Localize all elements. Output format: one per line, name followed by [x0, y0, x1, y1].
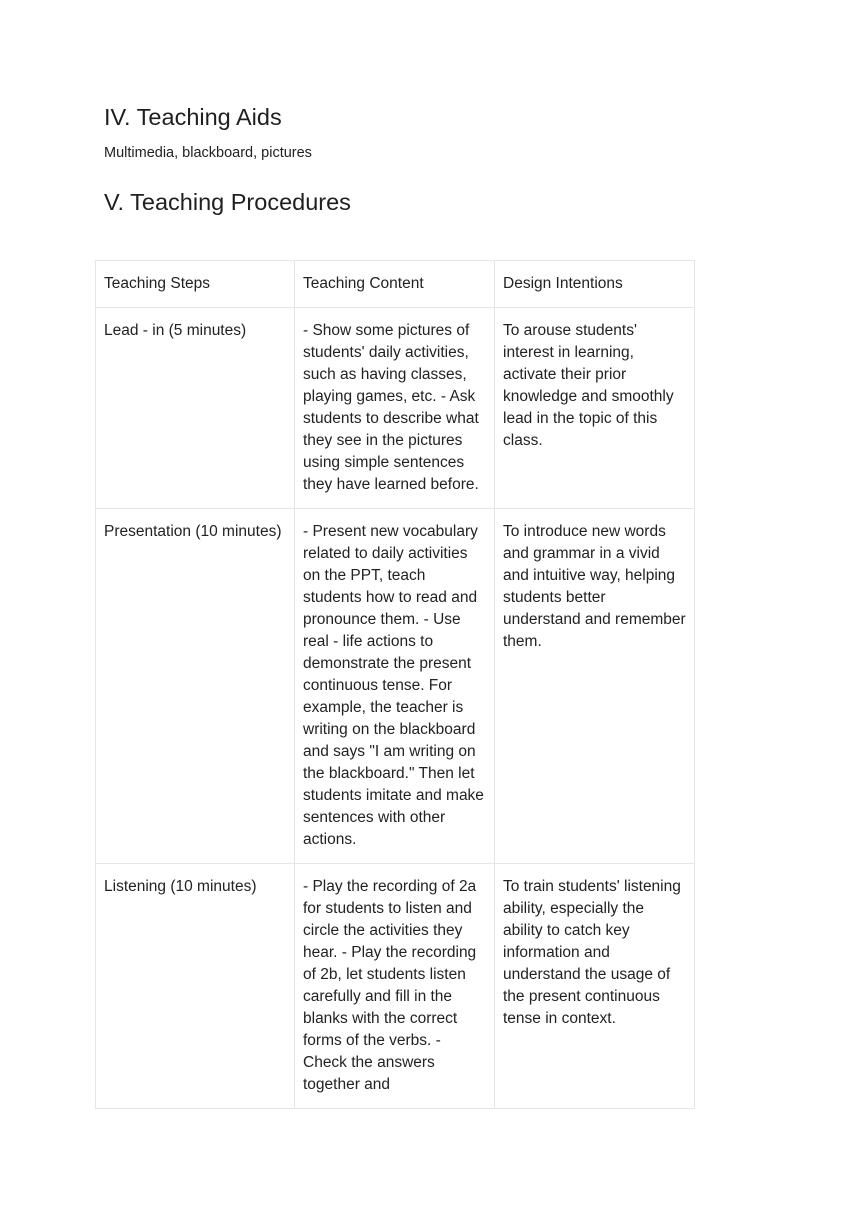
teaching-procedures-table: [95, 260, 695, 1109]
cell-step: Listening (10 minutes): [96, 864, 295, 1109]
cell-content: - Play the recording of 2a for students to listen and circle the activities they hear. - Play the recording of 2b, let students listen carefully and fill in the blanks with the correct forms of the verbs. - Check the answers together and: [295, 864, 495, 1109]
section-heading-teaching-aids: IV. Teaching Aids: [104, 104, 282, 130]
cell-intention: To arouse students' interest in learning, activate their prior knowledge and smoothly lead in the topic of this class.: [495, 308, 695, 509]
header-teaching-content: Teaching Content: [295, 261, 495, 308]
section-heading-teaching-procedures: V. Teaching Procedures: [104, 189, 351, 215]
cell-content: - Present new vocabulary related to daily activities on the PPT, teach students how to read and pronounce them. - Use real - life actions to demonstrate the present continuous tense. For example, the teacher is writing on the blackboard and says "I am writing on the blackboard." Then let students imitate and make sentences with other actions.: [295, 509, 495, 864]
teaching-aids-text: Multimedia, blackboard, pictures: [104, 145, 312, 161]
header-design-intentions: Design Intentions: [495, 261, 695, 308]
cell-step: Lead - in (5 minutes): [96, 308, 295, 509]
header-teaching-steps: Teaching Steps: [96, 261, 295, 308]
cell-content: - Show some pictures of students' daily activities, such as having classes, playing games, etc. - Ask students to describe what they see in the pictures using simple sentences they have learned before.: [295, 308, 495, 509]
table-row: [96, 308, 695, 509]
cell-intention: To introduce new words and grammar in a vivid and intuitive way, helping students better understand and remember them.: [495, 509, 695, 864]
table-row: [96, 509, 695, 864]
cell-intention: To train students' listening ability, especially the ability to catch key information and understand the usage of the present continuous tense in context.: [495, 864, 695, 1109]
cell-step: Presentation (10 minutes): [96, 509, 295, 864]
table-header-row: [96, 261, 695, 308]
table-row: [96, 864, 695, 1109]
